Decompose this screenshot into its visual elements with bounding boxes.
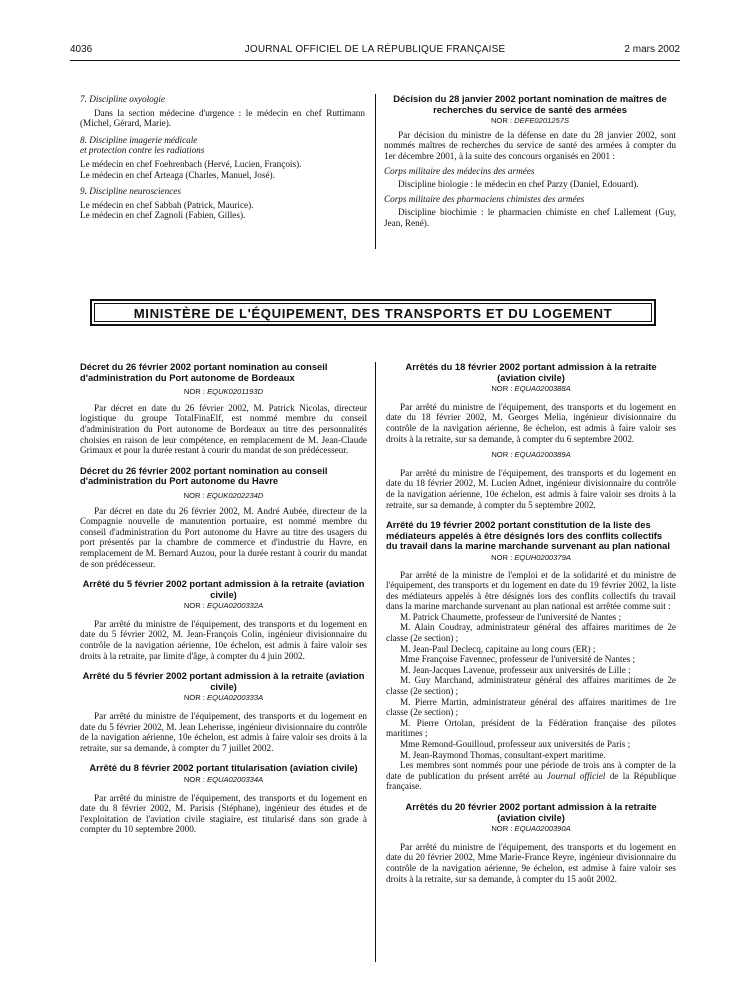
nor-reference: NOR : EQUA0200333A (183, 693, 264, 703)
nor-code: DEFE0201257S (514, 116, 570, 126)
nor-reference: NOR : EQUA0200390A (491, 824, 571, 834)
section-title: Décret du 26 février 2002 portant nomination au conseil d'administration du Port autonome du Havre (80, 464, 328, 487)
section-title: Arrêté du 19 février 2002 portant constitution de la liste des médiateurs appelés à être désignés lors des conflits collectifs du travail dans la marine marchande survenant au plan national (386, 519, 670, 552)
left-column (80, 362, 367, 835)
section-title: Décision du 28 janvier 2002 portant nomination de maîtres de recherches du service de santé des armées (393, 93, 667, 115)
nor-code: EQUA0200334A (207, 775, 264, 784)
paragraph: Le médecin en chef Sabbah (Patrick, Maurice). (80, 199, 254, 210)
mediator-item: M. Jean-Raymond Thomas, consultant-expert maritime. (400, 749, 606, 760)
right-column (386, 362, 676, 884)
section-title: Décret du 26 février 2002 portant nomination au conseil d'administration du Port autonome de Bordeaux (80, 361, 328, 383)
paragraph: Le médecin en chef Zagnoli (Fabien, Gilles). (80, 210, 246, 221)
issue-date: 2 mars 2002 (624, 44, 680, 55)
nor-code: EQUH0200379A (514, 552, 571, 562)
mediator-item: M. Alain Coudray, administrateur général des affaires maritimes de 2e classe (2e section) ; (386, 622, 676, 644)
ministry-banner (90, 299, 656, 326)
header-rule (70, 60, 680, 61)
column-divider (375, 94, 376, 249)
paragraph: Par décret en date du 26 février 2002, M. Patrick Nicolas, directeur logistique du groupe TotalFinaElf, est nommé membre du conseil d'administration du Port autonome de Bordeaux au titre des personnalités choisies en raison de leur compétence, en remplacement de M. Jean-Claude Grimaux et pour la durée restant à courir du mandat de son prédécesseur. (80, 402, 367, 456)
nor-code: EQUA0200333A (207, 693, 264, 703)
nor-reference: NOR : EQUK0202234D (183, 490, 264, 500)
section-title: Arrêté du 5 février 2002 portant admission à la retraite (aviation civile) (82, 578, 365, 600)
mediator-item: Mme Françoise Favennec, professeur de l'université de Nantes ; (400, 654, 636, 665)
paragraph: Par arrêté du ministre de l'équipement, des transports et du logement en date du 8 février 2002, M. Parisis (Stéphane), ingénieur des études et de l'exploitation de l'aviation civile stagiaire, est titularisé dans son grade à compter du 10 septembre 2000. (80, 792, 367, 835)
nor-code: EQUA0200390A (514, 824, 571, 834)
section-title: Arrêtés du 20 février 2002 portant admission à la retraite (aviation civile) (405, 800, 657, 823)
nor-reference: NOR : EQUA0200332A (183, 601, 264, 611)
paragraph: Par arrêté du ministre de l'équipement, des transports et du logement en date du 5 février 2002, M. Jean Leherisse, ingénieur divisionnaire du contrôle de la navigation aérienne, 10e échelon, est admis à faire valoir ses droits à la retraite, sur sa demande, à compter du 7 juillet 2002. (80, 711, 367, 753)
nor-code: EQUA0200332A (207, 601, 264, 611)
nor-code: EQUA0200389A (514, 450, 571, 460)
paragraph: Par décret en date du 26 février 2002, M. André Aubée, directeur de la Compagnie nouvelle de manutention portuaire, est nommé membre du conseil d'administration du Port autonome du Havre au titre des usagers du port présentés par la chambre de commerce et d'industrie du Havre, en remplacement de M. Bernard Auzou, pour la durée restant à courir du mandat de son prédécesseur. (80, 505, 367, 569)
mediator-item: M. Pierre Martin, administrateur général des affaires maritimes de 1re classe (2e section) ; (386, 696, 676, 718)
section-title: Arrêté du 8 février 2002 portant titularisation (aviation civile) (89, 762, 358, 774)
page-header (70, 44, 680, 60)
discipline-title: 8. Discipline imagerie médicale (80, 134, 198, 145)
column-divider (375, 362, 376, 962)
paragraph: Par arrêté du ministre de l'équipement, des transports et du logement en date du 18 février 2002, M. Lucien Adnet, ingénieur divisionnaire du contrôle de la navigation aérienne, 10e échelon, est admis à faire valoir ses droits à la retraite, sur sa demande, à compter du 5 septembre 2002. (386, 467, 676, 510)
discipline-title: et protection contre les radiations (80, 145, 205, 156)
section-title: Arrêtés du 18 février 2002 portant admission à la retraite (aviation civile) (405, 361, 657, 383)
corps-title: Corps militaire des médecins des armées (384, 165, 535, 176)
paragraph: Les membres sont nommés pour une période de trois ans à compter de la date de publication du présent arrêté au Journal officiel de la République française. (386, 760, 677, 792)
nor-reference: NOR : EQUA0200334A (183, 775, 264, 784)
paragraph: Dans la section médecine d'urgence : le médecin en chef Ruttimann (Michel, Gérard, Marie). (80, 107, 365, 129)
nor-code: EQUK0202234D (206, 490, 264, 500)
journal-title: JOURNAL OFFICIEL DE LA RÉPUBLIQUE FRANÇAISE (244, 44, 506, 55)
top-left-column (80, 94, 365, 221)
mediator-item: M. Patrick Chaumette, professeur de l'université de Nantes ; (400, 611, 622, 622)
nor-reference: NOR : EQUK0201193D (183, 387, 264, 397)
mediator-item: M. Jean-Jacques Lavenue, professeur aux universités de Lille ; (400, 664, 631, 675)
mediator-item: M. Guy Marchand, administrateur général des affaires maritimes de 2e classe (2e section) ; (386, 675, 676, 697)
page-number: 4036 (70, 44, 93, 55)
top-right-column (384, 94, 676, 229)
mediator-item: Mme Remond-Gouilloud, professeur aux universités de Paris ; (400, 739, 631, 749)
mediator-item: M. Jean-Paul Declecq, capitaine au long cours (ER) ; (400, 643, 596, 654)
section-title: Arrêté du 5 février 2002 portant admission à la retraite (aviation civile) (82, 670, 365, 692)
paragraph: Par décision du ministre de la défense en date du 28 janvier 2002, sont nommés maîtres de recherches du service de santé des armées à compter du 1er décembre 2001, à la suite des concours organisés en 2001 : (384, 129, 676, 161)
nor-reference (384, 116, 676, 127)
nor-code: EQUA0200388A (514, 384, 571, 394)
paragraph: Le médecin en chef Arteaga (Charles, Manuel, José). (80, 169, 275, 180)
paragraph: Par arrêté de la ministre de l'emploi et de la solidarité et du ministre de l'équipement, des transports et du logement en date du 19 février 2002, la liste des médiateurs appelés à être désignés lors des conflits collectifs du travail dans la marine marchande survenant au plan national est arrêtée comme suit : (386, 569, 676, 612)
discipline-title: 7. Discipline oxyologie (80, 94, 165, 104)
ministry-title: MINISTÈRE DE L'ÉQUIPEMENT, DES TRANSPORTS ET DU LOGEMENT (94, 303, 652, 322)
nor-code: EQUK0201193D (207, 387, 264, 397)
nor-reference: NOR : EQUH0200379A (491, 552, 571, 562)
mediator-item: M. Pierre Ortolan, président de la Fédération française des pilotes maritimes ; (386, 717, 676, 739)
paragraph: Par arrêté du ministre de l'équipement, des transports et du logement en date du 18 février 2002, M. Georges Melia, ingénieur divisionnaire du contrôle de la navigation aérienne, 8e échelon, est admis à faire valoir ses droits à la retraite, sur sa demande, à compter du 6 septembre 2002. (386, 401, 676, 444)
corps-title: Corps militaire des pharmaciens chimistes des armées (384, 193, 585, 204)
paragraph: Discipline biologie : le médecin en chef Parzy (Daniel, Edouard). (398, 179, 639, 190)
journal-name: Journal officiel (546, 770, 606, 781)
discipline-title: 9. Discipline neurosciences (80, 186, 181, 197)
paragraph: Le médecin en chef Foehrenbach (Hervé, Lucien, François). (80, 158, 302, 169)
paragraph: Discipline biochimie : le pharmacien chimiste en chef Lallement (Guy, Jean, René). (384, 207, 676, 228)
nor-reference: NOR : EQUA0200388A (491, 384, 571, 394)
paragraph: Par arrêté du ministre de l'équipement, des transports et du logement en date du 5 février 2002, M. Jean-François Colin, ingénieur divisionnaire du contrôle de la navigation aérienne, 10e échelon, est admis à faire valoir ses droits à la retraite, par limite d'âge, à compter du 4 juin 2002. (80, 618, 367, 661)
paragraph: Par arrêté du ministre de l'équipement, des transports et du logement en date du 20 février 2002, Mme Marie-France Reyre, ingénieur divisionnaire du contrôle de la navigation aérienne, 9e échelon, est admise à faire valoir ses droits à la retraite, sur sa demande, à compter du 15 août 2002. (386, 841, 676, 884)
nor-label: NOR : (490, 116, 515, 126)
nor-reference: NOR : EQUA0200389A (491, 450, 571, 460)
